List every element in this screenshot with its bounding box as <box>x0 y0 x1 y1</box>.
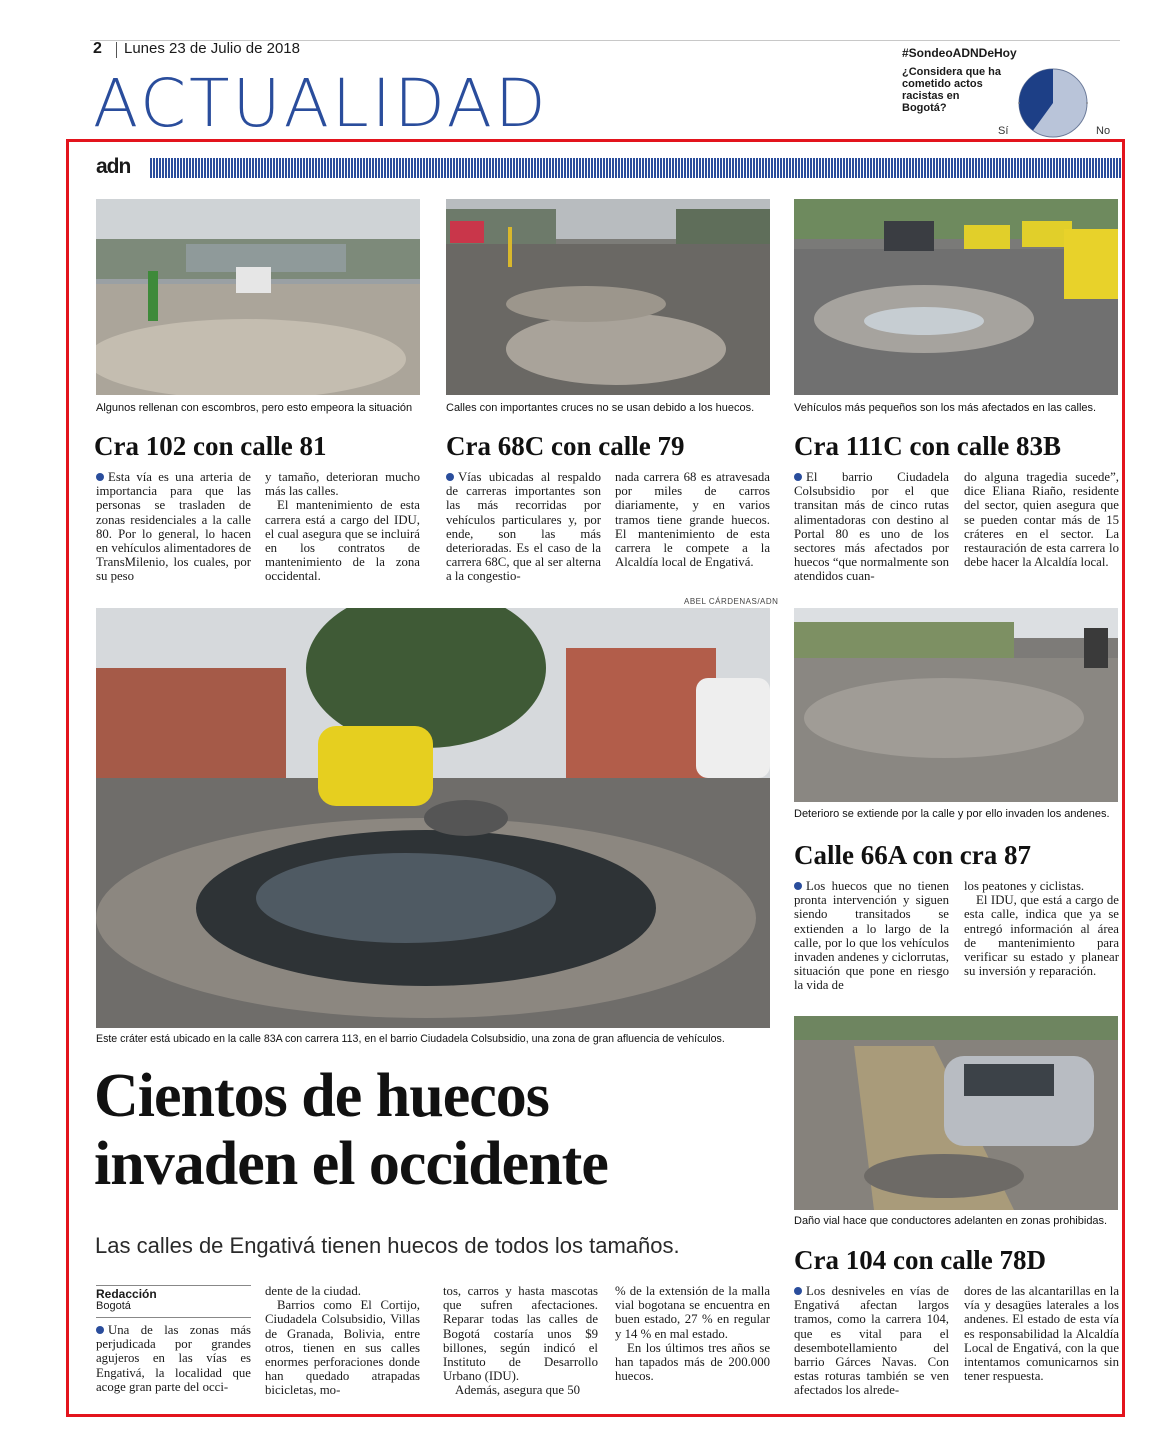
photo-calle-66a <box>794 608 1118 802</box>
body-text: El IDU, que está a cargo de esta calle, indica que ya se entregó información al área de mantenimiento para verificar su estado y planear su inversión y reparación. <box>964 893 1119 979</box>
caption-main-crater: Este cráter está ubicado en la calle 83A con carrera 113, en el barrio Ciudadela Colsubsidio, una zona de gran afluencia de vehículos. <box>96 1033 725 1045</box>
bullet-icon <box>794 1287 802 1295</box>
photo-cra-102 <box>96 199 420 395</box>
body-text: El mantenimiento de esta carrera está a cargo del IDU, el cual asegura que se incluirá en los contratos de mantenimiento de la zona occidental. <box>265 498 420 584</box>
body-cra-104-col1 <box>794 1284 949 1398</box>
body-text: Además, asegura que 50 <box>455 1383 581 1398</box>
adn-logo: adn <box>96 155 131 178</box>
caption-cra-68c: Calles con importantes cruces no se usan debido a los huecos. <box>446 402 755 414</box>
body-cra-102-col2 <box>265 470 420 584</box>
poll-option-yes: Sí <box>998 125 1009 137</box>
photo-cra-68c <box>446 199 770 395</box>
body-text: Una de las zonas más perjudicada por grandes agujeros en las vías es Engativá, la localidad que acoge gran parte del occi- <box>96 1323 251 1394</box>
body-text: El barrio Ciudadela Colsubsidio por el que transitan más de cinco rutas alimentadoras con destino al Portal 80 es uno de los sectores más afectados por huecos “que normalmente son atendidos cuan- <box>794 470 949 584</box>
body-text: % de la extensión de la malla vial bogotana se encuentra en buen estado, 27 % en regular y 14 % en mal estado. <box>615 1284 770 1341</box>
body-text: Barrios como El Cortijo, Ciudadela Colsubsidio, Villas de Granada, Bolivia, entre otros, tienen en sus calles enormes perforaciones donde han quedado atrapadas bicicletas, mo- <box>265 1298 420 1398</box>
byline-rule <box>96 1317 251 1318</box>
body-text: los peatones y ciclistas. <box>964 879 1085 893</box>
main-headline-line1: Cientos de huecos <box>94 1062 549 1130</box>
headline-calle-66a: Calle 66A con cra 87 <box>794 840 1031 870</box>
issue-date: Lunes 23 de Julio de 2018 <box>124 40 300 57</box>
main-headline <box>94 1062 794 1198</box>
caption-cra-104: Daño vial hace que conductores adelanten en zonas prohibidas. <box>794 1215 1108 1227</box>
photo-cra-111c <box>794 199 1118 395</box>
section-title: ACTUALIDAD <box>93 65 549 142</box>
headline-cra-111c: Cra 111C con calle 83B <box>794 431 1061 461</box>
main-body-col2 <box>265 1284 420 1398</box>
main-subheadline: Las calles de Engativá tienen huecos de todos los tamaños. <box>95 1233 680 1258</box>
poll-question: ¿Considera que ha cometido actos racistas en Bogotá? <box>902 66 1002 114</box>
poll-hashtag: #SondeoADNDeHoy <box>902 46 1017 60</box>
body-text: Vías ubicadas al respaldo de carreras importantes son las más recorridas por vehículos particulares y, por ende, son las más deterioradas. Es el caso de la carrera 68C, que al ser alterna a la congestio- <box>446 470 601 584</box>
bullet-icon <box>96 473 104 481</box>
body-calle-66a-col1 <box>794 879 949 993</box>
photo-main-crater <box>96 608 770 1028</box>
body-cra-68c-col2 <box>615 470 770 569</box>
bullet-icon <box>794 473 802 481</box>
body-cra-111c-col2 <box>964 470 1119 569</box>
body-text: y tamaño, deterioran mucho más las calles. <box>265 470 420 499</box>
body-text: dente de la ciudad. <box>265 1284 361 1298</box>
bullet-icon <box>96 1326 104 1334</box>
bullet-icon <box>446 473 454 481</box>
body-cra-111c-col1 <box>794 470 949 584</box>
main-headline-line2: invaden el occidente <box>94 1130 608 1198</box>
byline-location: Bogotá <box>96 1300 131 1312</box>
adn-banner-bar <box>150 158 1122 178</box>
caption-calle-66a: Deterioro se extiende por la calle y por ello invaden los andenes. <box>794 808 1110 820</box>
body-text: do alguna tragedia sucede”, dice Eliana Riaño, residente del sector, quien asegura que se pueden contar más de 15 cráteres en el sector. La restauración de esta carrera lo debe hacer la Alcaldía local. <box>964 470 1119 570</box>
body-text: dores de las alcantarillas en la vía y desagües laterales a los andenes. El estado de esta vía es responsabilidad la Alcaldía Local de Engativá, con la que intentamos comunicarnos sin tener respuesta. <box>964 1284 1119 1384</box>
main-body-col4 <box>615 1284 770 1383</box>
poll-pie-chart <box>1018 68 1088 138</box>
caption-cra-102: Algunos rellenan con escombros, pero esto empeora la situación <box>96 402 413 414</box>
photo-cra-104 <box>794 1016 1118 1210</box>
headline-cra-68c: Cra 68C con calle 79 <box>446 431 685 461</box>
body-text: tos, carros y hasta mascotas que sufren afectaciones. Reparar todas las calles de Bogotá costaría unos $9 billones, según indicó el Instituto de Desarrollo Urbano (IDU). <box>443 1284 598 1384</box>
body-cra-102-col1 <box>96 470 251 584</box>
main-body-col1 <box>96 1323 251 1394</box>
body-text: Los huecos que no tienen pronta intervención y siguen siendo transitados se extienden a lo largo de la calle, por lo que los vehículos invaden andenes y ciclorrutas, situación que pone en riesgo la vida de <box>794 879 949 993</box>
body-cra-104-col2 <box>964 1284 1119 1383</box>
header-divider <box>116 42 117 58</box>
poll-option-no: No <box>1096 125 1111 137</box>
caption-cra-111c: Vehículos más pequeños son los más afectados en las calles. <box>794 402 1097 414</box>
headline-cra-102: Cra 102 con calle 81 <box>94 431 327 461</box>
bullet-icon <box>794 882 802 890</box>
body-text: Esta vía es una arteria de importancia para que las personas se trasladen de zonas residenciales a la calle 80. Por lo general, lo hacen en vehículos alimentadores de TransMilenio, los cuales, por su peso <box>96 470 251 584</box>
body-cra-68c-col1 <box>446 470 601 584</box>
page-number: 2 <box>93 40 102 57</box>
body-calle-66a-col2 <box>964 879 1119 978</box>
body-text: En los últimos tres años se han tapados más de 200.000 huecos. <box>615 1340 770 1384</box>
headline-cra-104: Cra 104 con calle 78D <box>794 1245 1046 1275</box>
main-body-col3 <box>443 1284 598 1398</box>
byline-rule <box>96 1285 251 1286</box>
body-text: Los desniveles en vías de Engativá afectan largos tramos, como la carrera 104, que es vital para el desembotellamiento del barrio Gárces Navas. Con estas roturas también se ven afectados los alrede- <box>794 1284 949 1398</box>
byline: Redacción <box>96 1287 157 1301</box>
body-text: nada carrera 68 es atravesada por miles de carros diariamente, y en varios tramos tiene grande huecos. El mantenimiento de esta carrera le compete a la Alcaldía local de Engativá. <box>615 470 770 570</box>
photo-credit: ABEL CÁRDENAS/ADN <box>684 597 779 606</box>
